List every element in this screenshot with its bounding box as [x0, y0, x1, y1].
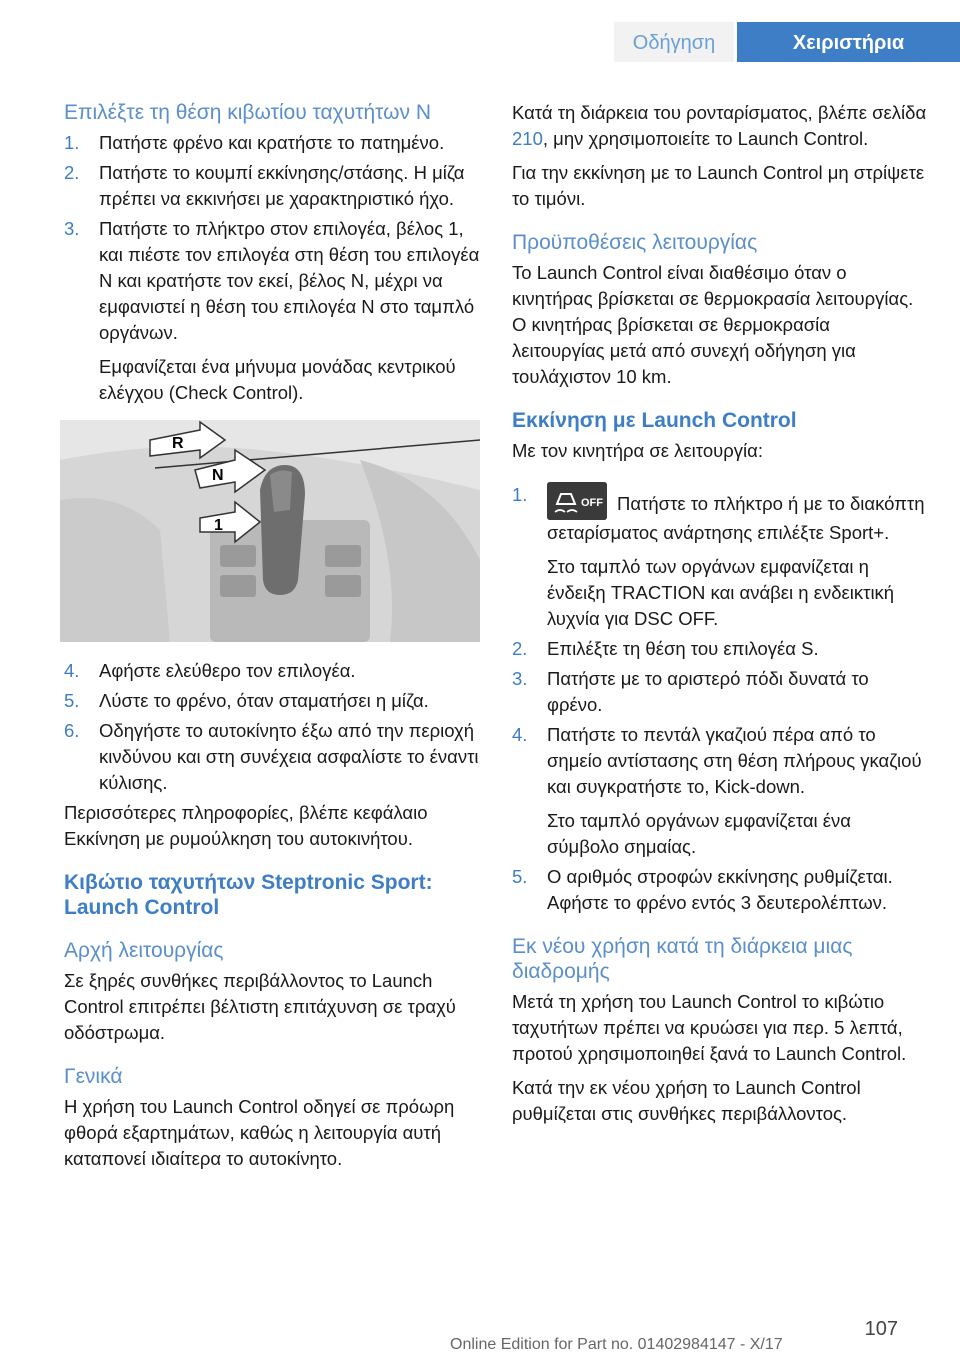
step-number: 3.	[512, 668, 528, 689]
step-note: Εμφανίζεται ένα μήνυμα μονάδας κεντρικού ελέγχου (Check Control).	[99, 356, 456, 403]
step-note: Στο ταμπλό των οργάνων εμφανίζεται η ένδειξη TRACTION και ανάβει η ενδεικτική λυχνία για DSC OFF.	[547, 556, 895, 629]
page-header	[0, 0, 960, 62]
break-in-text-a: Κατά τη διάρκεια του ρονταρίσματος, βλέπε σελίδα	[512, 102, 927, 123]
list-item	[512, 666, 927, 718]
dsc-off-icon-label: OFF	[581, 497, 603, 509]
left-column	[64, 100, 484, 1180]
reuse-text-1: Μετά τη χρήση του Launch Control το κιβώτιο ταχυτήτων πρέπει να κρυώσει για περ. 5 λεπτά, προτού χρησιμοποιηθεί ξανά το Launch Control.	[512, 991, 907, 1064]
header-chapter-tab[interactable]: Χειριστήρια	[737, 22, 960, 62]
list-item	[512, 636, 927, 662]
step-text: Επιλέξτε τη θέση του επιλογέα S.	[547, 638, 819, 659]
step-number: 2.	[512, 638, 528, 659]
dsc-off-icon	[547, 482, 607, 520]
step-number: 5.	[512, 866, 528, 887]
footer-edition: Online Edition for Part no. 01402984147 - X/17	[450, 1336, 783, 1353]
more-info-text: Περισσότερες πληροφορίες, βλέπε κεφάλαιο Εκκίνηση με ρυμούλκηση του αυτοκινήτου.	[64, 802, 428, 849]
step-text: Πατήστε φρένο και κρατήστε το πατημένο.	[99, 132, 445, 153]
list-item	[64, 130, 484, 156]
reuse-text-2: Κατά την εκ νέου χρήση το Launch Control ρυθμίζεται στις συνθήκες περιβάλλοντος.	[512, 1077, 861, 1124]
step-text: Πατήστε το πεντάλ γκαζιού πέρα από το σημείο αντίστασης στη θέση πλήρους γκαζιού και συγκρατήστε το, Kick-down.	[547, 724, 922, 797]
page-number: 107	[864, 1318, 898, 1340]
start-text: Με τον κινητήρα σε λειτουργία:	[512, 440, 763, 461]
step-text: Πατήστε το κουμπί εκκίνησης/στάσης. Η μίζα πρέπει να εκκινήσει με χαρακτηριστικό ήχο.	[99, 162, 465, 209]
arrow-label-n: N	[212, 467, 224, 484]
list-item	[512, 722, 927, 860]
steering-text: Για την εκκίνηση με το Launch Control μη στρίψετε το τιμόνι.	[512, 162, 925, 209]
heading-start: Εκκίνηση με Launch Control	[512, 409, 797, 432]
list-item	[64, 160, 484, 212]
step-number: 1.	[512, 484, 528, 505]
step-note: Στο ταμπλό οργάνων εμφανίζεται ένα σύμβολο σημαίας.	[547, 810, 851, 857]
list-item	[512, 482, 927, 632]
step-text: Πατήστε το πλήκτρο στον επιλογέα, βέλος 1, και πιέστε τον επιλογέα στη θέση του επιλογέα N και κρατήστε τον εκεί, βέλος N, μέχρι να εμφανιστεί η θέση του επιλογέα N στο ταμπλό οργάνων.	[99, 218, 480, 343]
arrow-label-r: R	[172, 435, 184, 452]
step-number: 1.	[64, 132, 80, 153]
list-item	[64, 658, 484, 684]
heading-requirements: Προϋποθέσεις λειτουργίας	[512, 231, 758, 254]
heading-reuse: Εκ νέου χρήση κατά τη διάρκεια μιας διαδρομής	[512, 935, 853, 983]
step-number: 4.	[512, 724, 528, 745]
step-number: 4.	[64, 660, 80, 681]
step-number: 3.	[64, 218, 80, 239]
heading-launch-control: Κιβώτιο ταχυτήτων Steptronic Sport: Launch Control	[64, 871, 433, 919]
step-text: Ο αριθμός στροφών εκκίνησης ρυθμίζεται. Αφήστε το φρένο εντός 3 δευτερολέπτων.	[547, 866, 893, 913]
step-text: Πατήστε με το αριστερό πόδι δυνατά το φρένο.	[547, 668, 869, 715]
step-text: Λύστε το φρένο, όταν σταματήσει η μίζα.	[99, 690, 429, 711]
heading-neutral: Επιλέξτε τη θέση κιβωτίου ταχυτήτων N	[64, 101, 432, 124]
arrow-label-1: 1	[214, 517, 223, 534]
list-item	[64, 688, 484, 714]
heading-principle: Αρχή λειτουργίας	[64, 939, 224, 962]
header-section-tab[interactable]: Οδήγηση	[614, 22, 734, 62]
requirements-text: Το Launch Control είναι διαθέσιμο όταν ο κινητήρας βρίσκεται σε θερμοκρασία λειτουργίας. Ο κινητήρας βρίσκεται σε θερμοκρασία λειτουργίας μετά από συνεχή οδήγηση για τουλάχιστον 10 km.	[512, 262, 914, 387]
step-text: Αφήστε ελεύθερο τον επιλογέα.	[99, 660, 356, 681]
heading-general: Γενικά	[64, 1065, 123, 1088]
gear-selector-image	[60, 420, 480, 642]
list-item	[64, 216, 484, 406]
principle-text: Σε ξηρές συνθήκες περιβάλλοντος το Launch Control επιτρέπει βέλτιστη επιτάχυνση σε τραχύ οδόστρωμα.	[64, 970, 456, 1043]
step-text: Οδηγήστε το αυτοκίνητο έξω από την περιοχή κινδύνου και στη συνέχεια ασφαλίστε το έναντι κύλισης.	[99, 720, 479, 793]
step-text: Πατήστε το πλήκτρο ή με το διακόπτη σεταρίσματος ανάρτησης επιλέξτε Sport+.	[547, 493, 925, 543]
launch-steps-list	[512, 482, 927, 916]
steps-list-2	[64, 658, 484, 796]
break-in-text	[512, 100, 927, 152]
list-item	[64, 718, 484, 796]
step-number: 6.	[64, 720, 80, 741]
list-item	[512, 864, 927, 916]
step-number: 5.	[64, 690, 80, 711]
general-text: Η χρήση του Launch Control οδηγεί σε πρόωρη φθορά εξαρτημάτων, καθώς η λειτουργία αυτή καταπονεί ιδιαίτερα το αυτοκίνητο.	[64, 1096, 455, 1169]
steps-list-1	[64, 130, 484, 406]
break-in-text-b: , μην χρησιμοποιείτε το Launch Control.	[542, 128, 869, 149]
gear-selector-illustration	[60, 420, 480, 642]
right-column	[512, 100, 927, 1135]
page-link[interactable]: 210	[512, 128, 543, 149]
step-number: 2.	[64, 162, 80, 183]
